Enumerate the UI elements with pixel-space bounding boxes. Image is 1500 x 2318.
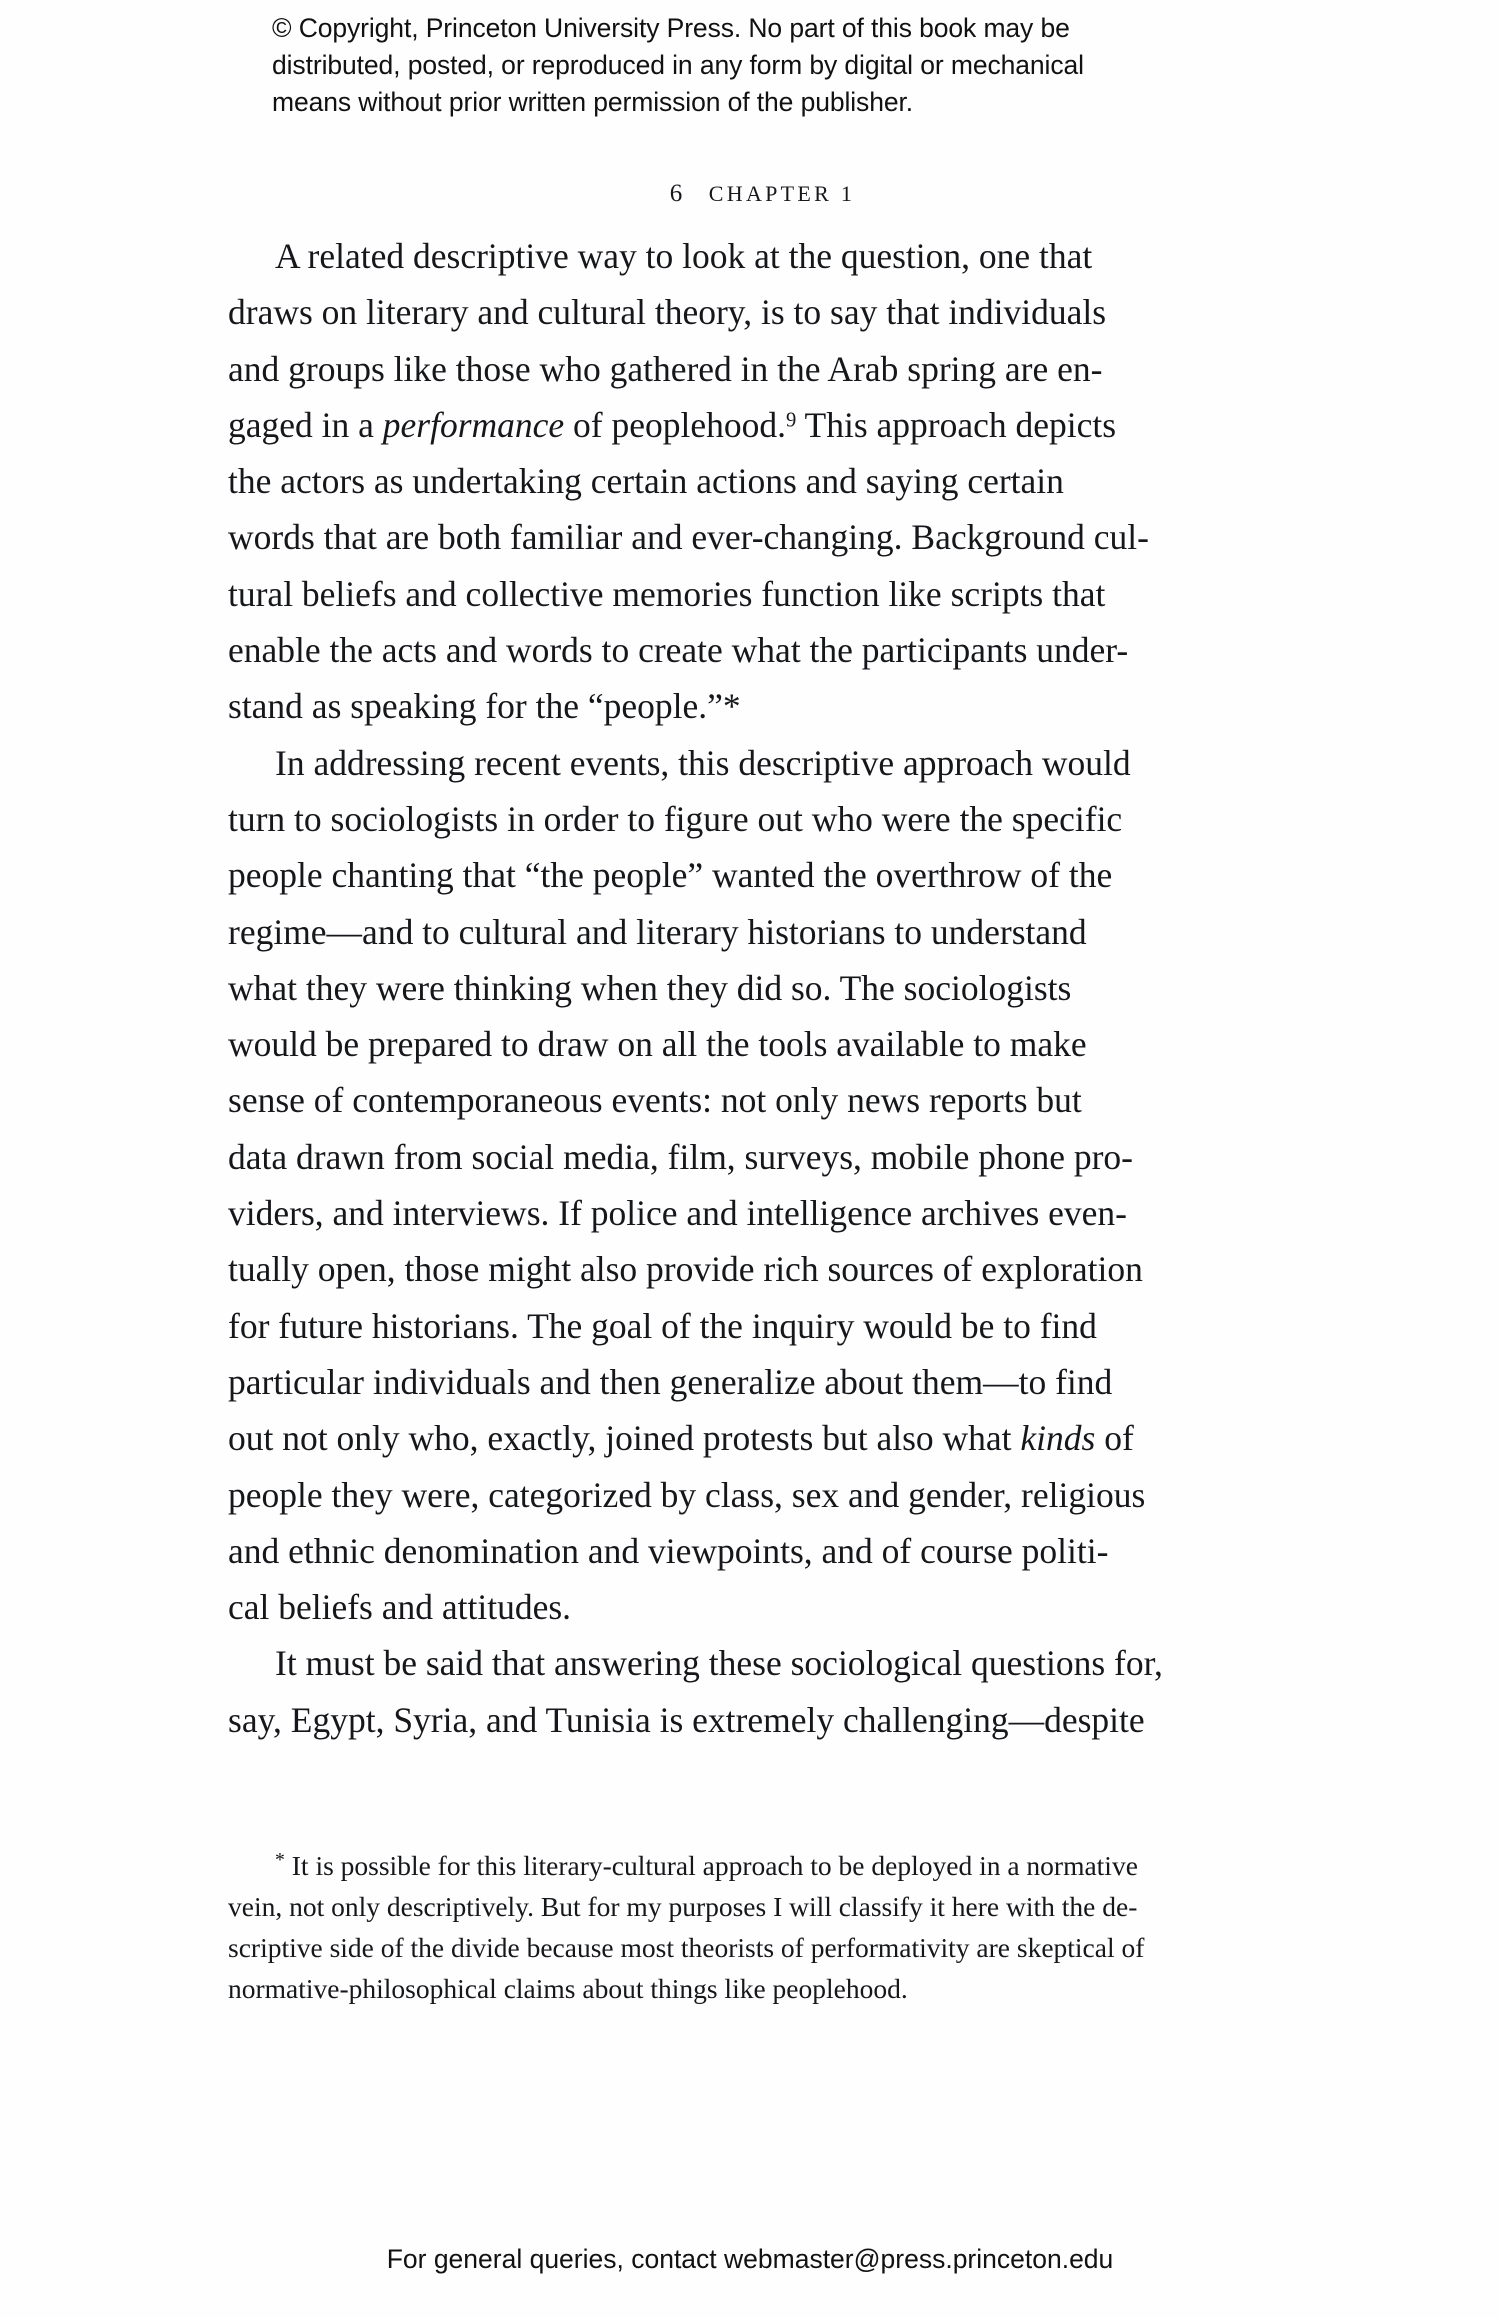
paragraph-1-line-1: A related descriptive way to look at the question, one that [275, 236, 1093, 276]
paragraph-1-line-8: enable the acts and words to create what the participants under- [228, 630, 1129, 671]
paragraph-3-line-2: say, Egypt, Syria, and Tunisia is extremely challenging—despite [228, 1699, 1145, 1740]
footnote-line-2: vein, not only descriptively. But for my purposes I will classify it here with the de- [228, 1891, 1138, 1922]
paragraph-1-line-2: draws on literary and cultural theory, is to say that individuals [228, 292, 1107, 333]
paragraph-3-line-1: It must be said that answering these sociological questions for, [275, 1643, 1163, 1684]
footnote-line-4: normative-philosophical claims about things like peoplehood. [228, 1973, 908, 2004]
paragraph-1-line-4-text-c: This approach depicts [796, 404, 1117, 445]
paragraph-2-line-2: turn to sociologists in order to figure out who were the specific [228, 798, 1123, 839]
paragraph-2-line-12: particular individuals and then generalize about them—to find [228, 1361, 1113, 1402]
paragraph-3 [228, 1635, 1272, 1748]
copyright-notice [272, 10, 1212, 121]
footnote-line-1 [228, 1845, 1272, 1886]
paragraph-2-line-3: people chanting that “the people” wanted the overthrow of the [228, 855, 1113, 896]
paragraph-1-line-6: words that are both familiar and ever-changing. Background cul- [228, 517, 1149, 558]
running-head [0, 152, 1500, 236]
paragraph-1-line-3: and groups like those who gathered in the Arab spring are en- [228, 348, 1103, 389]
footer-queries-notice: For general queries, contact webmaster@press.princeton.edu [386, 2244, 1114, 2274]
copyright-notice-line-3: means without prior written permission of the publisher. [272, 87, 914, 117]
emphasis-performance: performance [382, 404, 565, 445]
paragraph-1-line-5: the actors as undertaking certain actions and saying certain [228, 461, 1064, 502]
paragraph-2-line-13-text-b: of [1095, 1418, 1134, 1459]
paragraph-2-line-1: In addressing recent events, this descriptive approach would [275, 742, 1131, 783]
paragraph-2-line-4: regime—and to cultural and literary historians to understand [228, 911, 1087, 952]
paragraph-2-line-13-text-a: out not only who, exactly, joined protests but also what [228, 1418, 1021, 1459]
footnote-line-1-text: It is possible for this literary-cultural approach to be deployed in a normative [284, 1850, 1138, 1881]
body-text-block [228, 228, 1272, 1748]
footnote-reference-9: 9 [786, 409, 797, 432]
paragraph-1-line-4 [228, 397, 1272, 453]
paragraph-2-line-11: for future historians. The goal of the inquiry would be to find [228, 1305, 1097, 1346]
paragraph-2-line-13 [228, 1410, 1272, 1466]
footnote-marker-asterisk: * [275, 1849, 285, 1872]
footnote-block [228, 1845, 1272, 2009]
paragraph-2-line-10: tually open, those might also provide rich sources of exploration [228, 1249, 1143, 1290]
paragraph-1-line-4-text-a: gaged in a [228, 404, 383, 445]
paragraph-2-line-7: sense of contemporaneous events: not only news reports but [228, 1080, 1082, 1121]
paragraph-2 [228, 735, 1272, 1636]
chapter-label: CHAPTER 1 [708, 181, 856, 206]
paragraph-2-line-8: data drawn from social media, film, surveys, mobile phone pro- [228, 1136, 1134, 1177]
paragraph-2-line-16: cal beliefs and attitudes. [228, 1587, 572, 1628]
paragraph-2-line-9: viders, and interviews. If police and intelligence archives even- [228, 1193, 1127, 1234]
paragraph-2-line-15: and ethnic denomination and viewpoints, and of course politi- [228, 1530, 1109, 1571]
paragraph-1 [228, 228, 1272, 735]
page-number: 6 [669, 180, 683, 207]
paragraph-2-line-14: people they were, categorized by class, sex and gender, religious [228, 1474, 1146, 1515]
paragraph-1-line-7: tural beliefs and collective memories function like scripts that [228, 573, 1106, 614]
paragraph-1-line-4-text-b: of peoplehood. [564, 404, 786, 445]
copyright-notice-line-1: © Copyright, Princeton University Press. No part of this book may be [272, 13, 1070, 43]
footnote-line-3: scriptive side of the divide because most theorists of performativity are skeptical of [228, 1932, 1145, 1963]
paragraph-2-line-6: would be prepared to draw on all the tools available to make [228, 1024, 1087, 1065]
emphasis-kinds: kinds [1020, 1418, 1096, 1459]
paragraph-2-line-5: what they were thinking when they did so. The sociologists [228, 967, 1072, 1008]
copyright-notice-line-2: distributed, posted, or reproduced in any form by digital or mechanical [272, 50, 1084, 80]
paragraph-1-line-9: stand as speaking for the “people.”* [228, 686, 741, 727]
